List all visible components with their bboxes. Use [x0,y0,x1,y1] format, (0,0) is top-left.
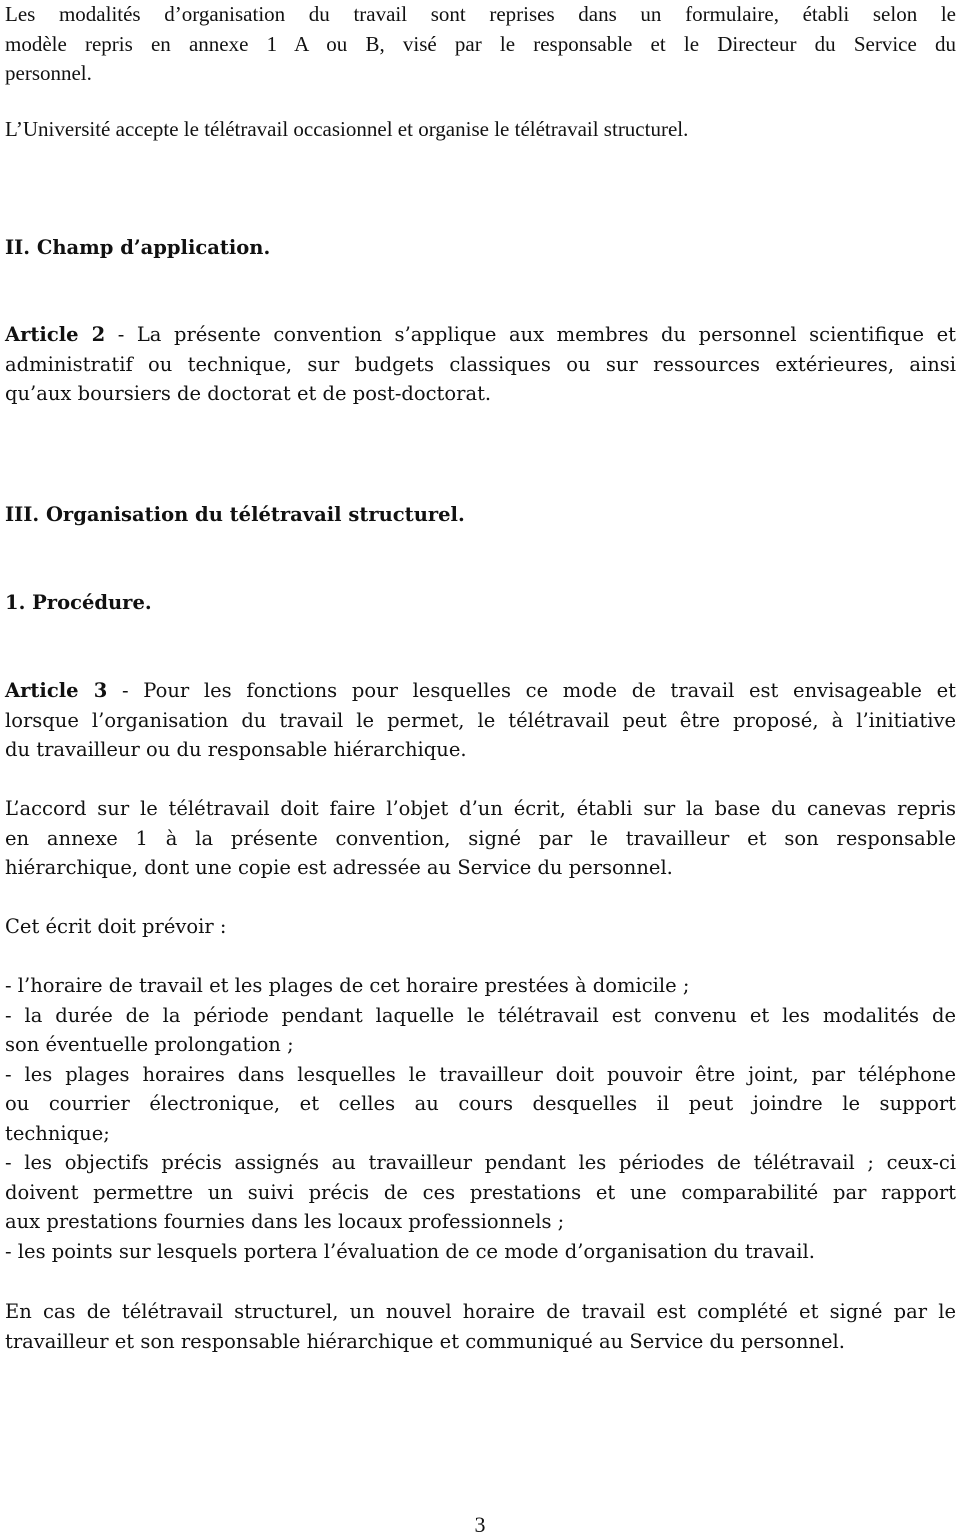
agreement-paragraph: L’accord sur le télétravail doit faire l’objet d’un écrit, établi sur la base du canevas repris en annexe 1 à la présente convention, signé par le travailleur et son responsable hiérarchique, dont une copie est adressée au Service du personnel. [5,797,956,879]
list-item: - les plages horaires dans lesquelles le travailleur doit pouvoir être joint, par téléphone [5,1062,956,1086]
article-label: Article 3 [5,679,108,702]
section-heading: II. Champ d’application. [5,236,271,259]
intro-line: personnel. [5,61,92,85]
requirements-list: - l’horaire de travail et les plages de cet horaire prestées à domicile ; - la durée de la période pendant laquelle le télétravail est convenu et les modalités de son éventuelle prolongation ; - les plages horaires dans lesquelles le travailleur doit pouvoir être joint, par téléphone ou courrier électronique, et celles au cours desquelles il peut joindre le support technique; - les objectifs précis assignés au travailleur pendant les périodes de télétravail ; ceux-ci doivent permettre un suivi précis de ces prestations et une comparabilité par rapport aux prestations fournies dans les locaux professionnels ; - les points sur lesquels portera l’évaluation de ce mode d’organisation du travail. [5,971,956,1266]
list-item: - les objectifs précis assignés au travailleur pendant les périodes de télétravail ; ceux-ci [5,1151,956,1174]
section-heading: III. Organisation du télétravail structurel. [5,503,465,526]
page-number: 3 [474,1512,486,1537]
closing-paragraph: En cas de télétravail structurel, un nouvel horaire de travail est complété et signé par le travailleur et son responsable hiérarchique et communiqué au Service du personnel. [5,1300,956,1353]
intro-paragraph-2 [5,115,956,145]
list-item: - la durée de la période pendant laquelle le télétravail est convenu et les modalités de [5,1003,956,1027]
list-item: - les points sur lesquels portera l’évaluation de ce mode d’organisation du travail. [5,1239,815,1263]
intro-line: L’Université accepte le télétravail occasionnel et organise le télétravail structurel. [5,117,689,141]
subsection-heading: 1. Procédure. [5,591,152,614]
intro-paragraph [5,0,956,89]
intro-line: modèle repris en annexe 1 A ou B, visé par le responsable et le Directeur du Service du [5,31,956,56]
list-intro: Cet écrit doit prévoir : [5,915,227,938]
article-3-paragraph: Article 3 - Pour les fonctions pour lesquelles ce mode de travail est envisageable et lorsque l’organisation du travail le permet, le télétravail peut être proposé, à l’initiative du travailleur ou du responsable hiérarchique. [5,679,956,761]
intro-line: Les modalités d’organisation du travail sont reprises dans un formulaire, établi selon le [5,2,956,26]
article-label: Article 2 [5,323,106,346]
list-item: - l’horaire de travail et les plages de cet horaire prestées à domicile ; [5,974,690,997]
article-2-paragraph: Article 2 - La présente convention s’applique aux membres du personnel scientifique et administratif ou technique, sur budgets classiques ou sur ressources extérieures, ainsi qu’aux boursiers de doctorat et de post-doctorat. [5,323,956,405]
